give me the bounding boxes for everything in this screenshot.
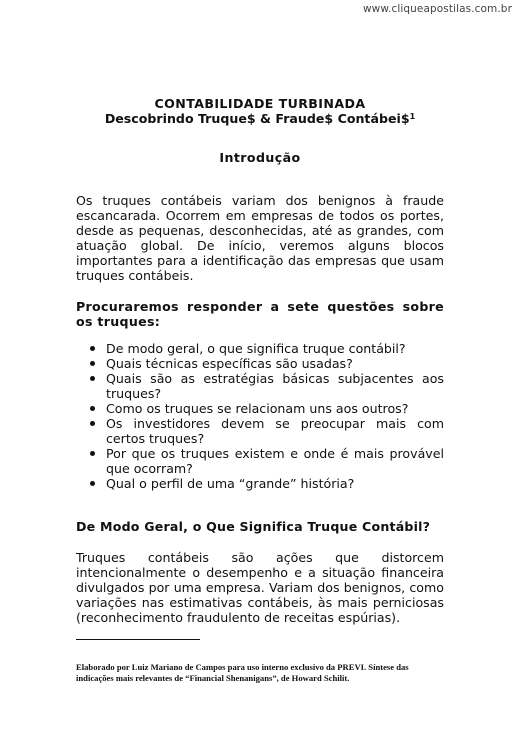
- list-item: Os investidores devem se preocupar mais com certos truques?: [106, 416, 444, 446]
- section2-paragraph: Truques contábeis são ações que distorcem intencionalmente o desempenho e a situação financeira divulgados por uma empresa. Variam dos benignos, como variações nas estimativas contábeis, às mais perniciosas (reconhecimento fraudulento de receitas espúrias).: [76, 550, 444, 625]
- list-item: Quais técnicas específicas são usadas?: [106, 356, 444, 371]
- document-page: [76, 96, 444, 684]
- list-item: Qual o perfil de uma “grande” história?: [106, 476, 444, 491]
- subtitle-text: Descobrindo Truque$ & Fraude$ Contábei$: [104, 111, 410, 126]
- section-heading-introducao: Introdução: [219, 150, 301, 165]
- site-url[interactable]: www.cliqueapostilas.com.br: [362, 3, 512, 15]
- intro-paragraph: Os truques contábeis variam dos benignos à fraude escancarada. Ocorrem em empresas de todos os portes, desde as pequenas, desconhecidas, até as grandes, com atuação global. De início, veremos alguns blocos importantes para a identificação das empresas que usam truques contábeis.: [76, 193, 444, 283]
- list-item: Como os truques se relacionam uns aos outros?: [106, 401, 444, 416]
- questions-heading: Procuraremos responder a sete questões sobre os truques:: [76, 299, 444, 329]
- list-item: Quais são as estratégias básicas subjacentes aos truques?: [106, 371, 444, 401]
- list-item: De modo geral, o que significa truque contábil?: [106, 341, 444, 356]
- footnote-text: Elaborado por Luiz Mariano de Campos para uso interno exclusivo da PREVI. Síntese das indicações mais relevantes de “Financial Shenanigans”, de Howard Schilit.: [76, 662, 409, 683]
- footnote-mark: 1: [409, 112, 416, 121]
- title-line-1: CONTABILIDADE TURBINADA: [154, 96, 366, 111]
- section-heading-modo-geral: De Modo Geral, o Que Significa Truque Contábil?: [76, 519, 431, 534]
- title-line-2: [76, 111, 444, 126]
- footnote-divider: [76, 639, 200, 640]
- list-item: Por que os truques existem e onde é mais provável que ocorram?: [106, 446, 444, 476]
- document-title: [76, 96, 444, 126]
- questions-list: [76, 341, 444, 491]
